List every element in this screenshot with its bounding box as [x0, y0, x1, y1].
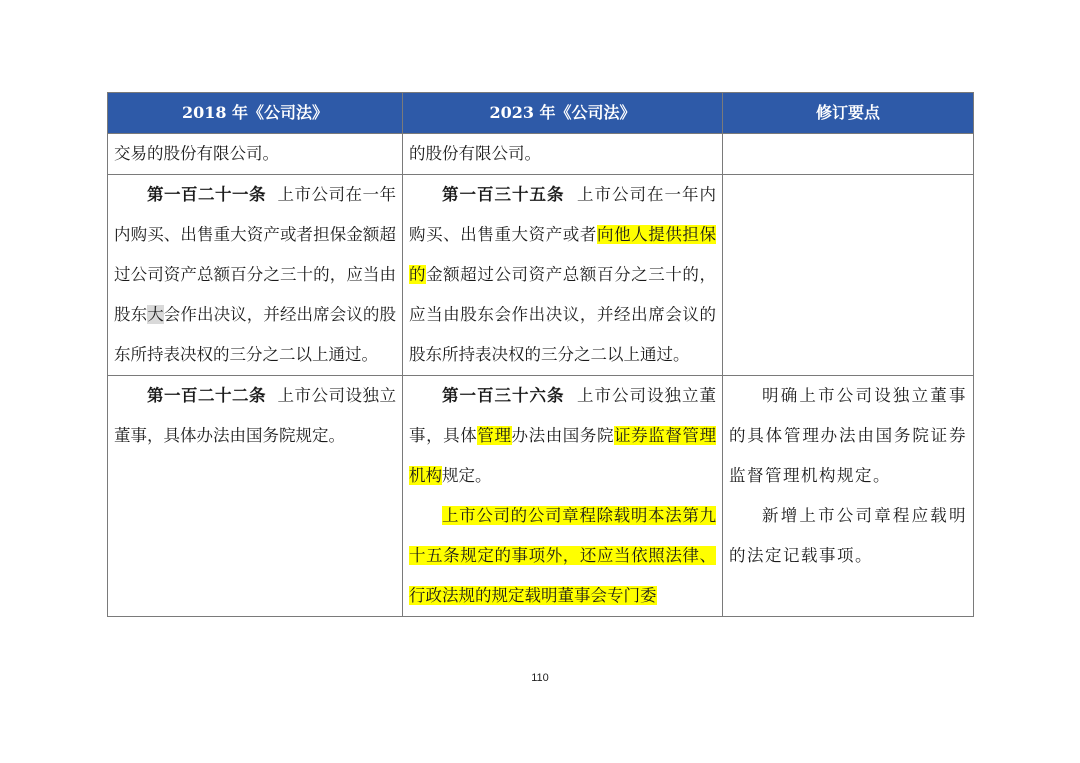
article-text: 上市公司在一年内购买、出售重大资产或者 [409, 185, 716, 244]
article-text: 办法由国务院 [511, 426, 615, 445]
cell-notes [723, 134, 974, 175]
article-paragraph [409, 175, 716, 375]
revision-note: 新增上市公司章程应载明的法定记载事项。 [729, 506, 967, 565]
article-text: 上市公司设独立董事，具体办法由国务院规定。 [114, 386, 396, 445]
table-row [108, 175, 974, 376]
article-text: 金额超过公司资产总额百分之三十的，应当由股东会作出决议，并经出席会议的股东所持表决权的三分之二以上通过。 [409, 265, 717, 364]
cell-2018 [108, 175, 403, 376]
table-row [108, 134, 974, 175]
cell-2023 [403, 175, 723, 376]
cell-2018: 交易的股份有限公司。 [108, 134, 403, 175]
cell-notes [723, 376, 974, 617]
highlighted-change: 证券监督管理机构 [409, 426, 717, 485]
article-number: 第一百三十五条 [442, 185, 565, 204]
article-paragraph [114, 376, 396, 456]
comparison-table [107, 92, 974, 617]
article-paragraph [409, 376, 716, 496]
article-text: 上市公司设独立董事，具体 [409, 386, 716, 445]
article-number: 第一百二十二条 [147, 386, 266, 405]
highlighted-change: 管理 [477, 426, 512, 445]
revision-note: 明确上市公司设独立董事的具体管理办法由国务院证券监督管理机构规定。 [729, 386, 967, 485]
article-number: 第一百三十六条 [442, 386, 565, 405]
article-text: 会作出决议，并经出席会议的股东所持表决权的三分之二以上通过。 [114, 305, 396, 364]
header-2018: 2018 年《公司法》 [108, 93, 403, 134]
shaded-character: 大 [147, 305, 164, 324]
article-number: 第一百二十一条 [147, 185, 266, 204]
cell-2018 [108, 376, 403, 617]
article-text: 规定。 [442, 466, 492, 485]
table-header-row [108, 93, 974, 134]
page-number: 110 [531, 672, 549, 684]
highlighted-new-paragraph: 上市公司的公司章程除载明本法第九十五条规定的事项外，还应当依照法律、行政法规的规定载明董事会专门委 [409, 506, 716, 605]
cell-2023 [403, 376, 723, 617]
highlighted-change: 向他人提供担保的 [409, 225, 717, 284]
header-2023: 2023 年《公司法》 [403, 93, 723, 134]
table-row [108, 376, 974, 617]
article-paragraph [409, 496, 716, 616]
header-revision-points: 修订要点 [723, 93, 974, 134]
article-text: 上市公司在一年内购买、出售重大资产或者担保金额超过公司资产总额百分之三十的，应当由股东 [114, 185, 396, 324]
cell-notes [723, 175, 974, 376]
article-paragraph [114, 175, 396, 375]
cell-2023: 的股份有限公司。 [403, 134, 723, 175]
